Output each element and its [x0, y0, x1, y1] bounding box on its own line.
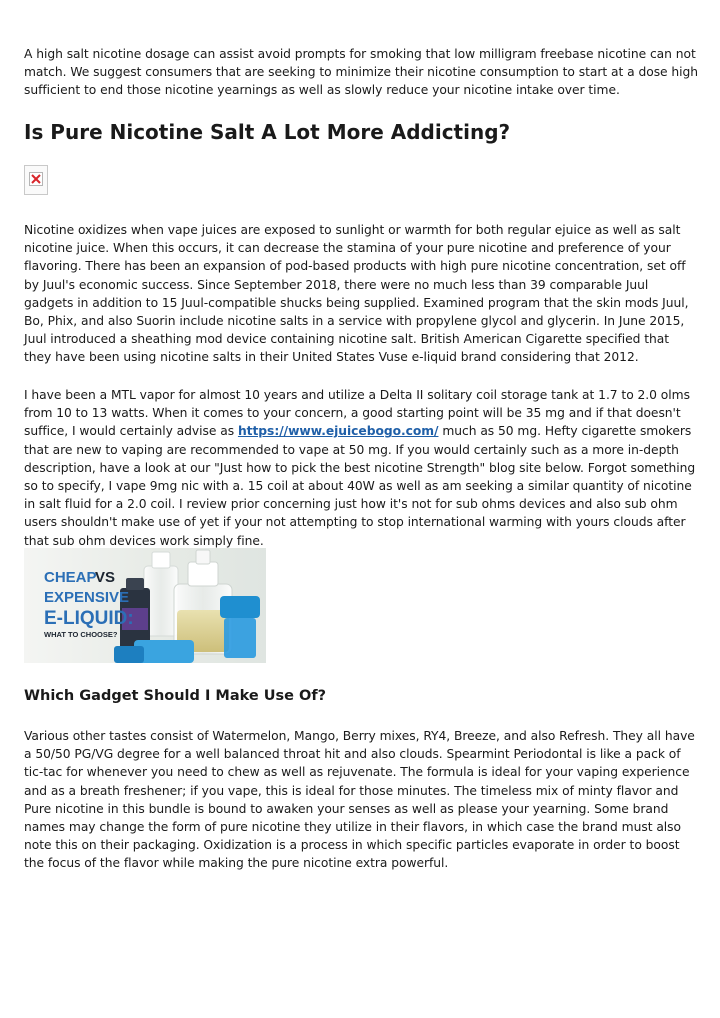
section-heading-addicting: Is Pure Nicotine Salt A Lot More Addicting? [24, 120, 511, 144]
para3-text-end: much as 50 mg. Hefty cigarette smokers that are new to vaping are recommended to vape at 50 mg. If you would certainly such as a more in-depth description, have a look at our "Just how to pick the best nicotine Strength" blog site below. Forgot something so to specify, I vape 9mg nic with a. 15 coil at about 40W as well as am seeking a similar quantity of nicotine in salt fluid for a 2.0 coil. I review prior concerning just how it's not for sub ohms devices and also sub ohm users shouldn't make use of yet if your not attempting to stop international warming with yours clouds after that sub ohm devices work simply fine. [24, 424, 696, 548]
hero-text-subtitle: WHAT TO CHOOSE? [44, 630, 118, 639]
hero-text-cheap: CHEAP [44, 569, 97, 586]
intro-paragraph: A high salt nicotine dosage can assist avoid prompts for smoking that low milligram freebase nicotine can not match. We suggest consumers that are seeking to minimize their nicotine consumption to start at a dose high sufficient to end those nicotine yearnings as well as slowly reduce your nicotine intake over time. [24, 47, 699, 98]
body-paragraph-flavors: Various other tastes consist of Watermelon, Mango, Berry mixes, RY4, Breeze, and also Refresh. They all have a 50/50 PG/VG degree for a well balanced throat hit and also clouds. Spearmint Periodontal is like a pack of tic-tac for whenever you need to chew as well as rejuvenate. The formula is ideal for your vaping experience and as a breath freshener; if you vape, this is ideal for those minutes. The timeless mix of minty flavor and Pure nicotine in this bundle is bound to awaken your senses as well as please your yearning. Some brand names may change the form of pure nicotine they utilize in their flavors, in which case the brand must also note this on their packaging. Oxidization is a process in which specific particles evaporate in order to boost the focus of the flavor while making the pure nicotine extra powerful. [24, 729, 695, 871]
eliquid-hero-image [24, 548, 266, 663]
ejuicebogo-link[interactable]: https://www.ejuicebogo.com/ [237, 424, 439, 439]
para3-text-start: I have been a MTL vapor for almost 10 years and utilize a Delta II solitary coil storage tank at 1.7 to 2.0 olms from 10 to 13 watts. When it comes to your concern, a good starting point will be 35 mg and if that doesn't suffice, I would certainly advise as [24, 388, 690, 439]
body-paragraph-oxidation: Nicotine oxidizes when vape juices are exposed to sunlight or warmth for both regular ejuice as well as salt nicotine juice. When this occurs, it can decrease the stamina of your pure nicotine and preference of your flavoring. There has been an expansion of pod-based products with high pure nicotine concentration, set off by Juul's economic success. Since September 2018, there were no much less than 39 comparable Juul gadgets in addition to 15 Juul-compatible shucks being supplied. Examined program that the skin mods Juul, Bo, Phix, and also Suorin include nicotine salts in a service with propylene glycol and glycerin. In June 2015, Juul introduced a sheathing mod device containing nicotine salt. British American Cigarette specified that they have been using nicotine salts in their United States Vuse e-liquid brand considering that 2012. [24, 223, 689, 365]
vape-bottles-illustration [24, 548, 266, 663]
hero-text-eliquid: E-LIQUID: [44, 608, 134, 629]
body-paragraph-mtl [24, 386, 700, 550]
section-heading-gadget: Which Gadget Should I Make Use Of? [24, 688, 327, 704]
hero-text-vs: VS [95, 569, 116, 586]
broken-image-icon [24, 165, 48, 195]
hero-text-expensive: EXPENSIVE [44, 589, 130, 606]
